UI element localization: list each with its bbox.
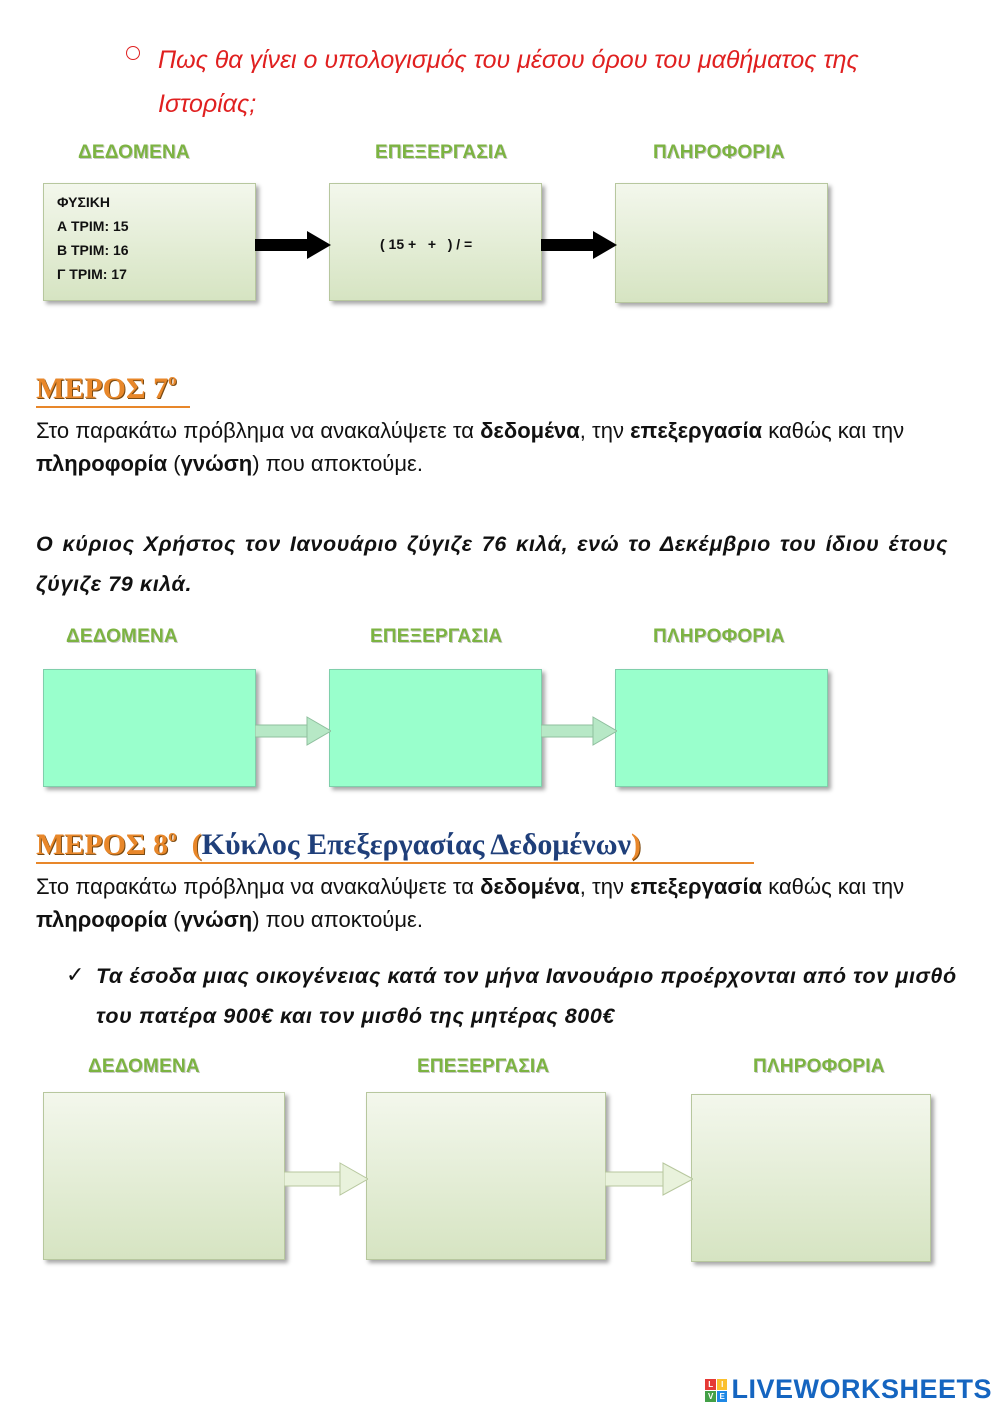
logo-mark-icon: L I V E <box>705 1379 727 1401</box>
part8-heading: ΜΕΡΟΣ $8^o$ (Κύκλος Επεξεργασίας Δεδομένων) <box>36 826 641 861</box>
header-data-1: ΔΕΔΟΜΕΝΑ <box>78 142 190 163</box>
part7-problem: Ο κύριος Χρήστος τον Ιανουάριο ζύγιζε 76 κιλά, ενώ το Δεκέμβριο του ίδιου έτους ζύγιζε 79 κιλά. <box>36 532 948 596</box>
part8-problem: Τα έσοδα μιας οικογένειας κατά τον μήνα Ιανουάριο προέρχονται από τον μισθό του πατέρα 900€ και τον μισθό της μητέρας 800€ <box>96 964 957 1028</box>
arrow-right-icon <box>255 230 331 260</box>
data-box-2[interactable] <box>43 669 256 787</box>
liveworksheets-logo <box>705 1374 992 1405</box>
circle-bullet-icon <box>126 46 140 60</box>
data-line-term-b: Β ΤΡΙΜ: 16 <box>57 242 129 258</box>
processing-box-3[interactable] <box>366 1092 606 1260</box>
part8-subtitle: Κύκλος Επεξεργασίας Δεδομένων <box>201 828 631 861</box>
information-box-3[interactable] <box>691 1094 931 1262</box>
arrow-right-icon <box>541 230 617 260</box>
logo-text: LIVEWORKSHEETS <box>731 1374 992 1404</box>
question-history-average: Πως θα γίνει ο υπολογισμός του μέσου όρου του μαθήματος της Ιστορίας; <box>158 46 859 118</box>
heading-underline <box>36 406 190 408</box>
processing-formula: ( 15 + + ) / = <box>380 236 473 252</box>
header-data-3: ΔΕΔΟΜΕΝΑ <box>88 1056 200 1077</box>
header-processing-3: ΕΠΕΞΕΡΓΑΣΙΑ <box>417 1056 550 1077</box>
part7-heading: ΜΕΡΟΣ $7^o$ <box>36 370 177 405</box>
arrow-right-icon <box>541 716 617 746</box>
data-box-1 <box>43 183 256 301</box>
header-information-1: ΠΛΗΡΟΦΟΡΙΑ <box>653 142 785 163</box>
data-line-term-a: Α ΤΡΙΜ: 15 <box>57 218 129 234</box>
arrow-right-icon <box>284 1162 368 1196</box>
processing-box-2[interactable] <box>329 669 542 787</box>
arrow-right-icon <box>605 1162 693 1196</box>
header-data-2: ΔΕΔΟΜΕΝΑ <box>66 626 178 647</box>
information-box-2[interactable] <box>615 669 828 787</box>
part7-instructions: Στο παρακάτω πρόβλημα να ανακαλύψετε τα δεδομένα, την επεξεργασία καθώς και την πληροφορία (γνώση) που αποκτούμε. <box>36 418 905 476</box>
check-mark-icon: ✓ <box>66 962 85 987</box>
heading-underline <box>36 862 754 864</box>
header-processing-1: ΕΠΕΞΕΡΓΑΣΙΑ <box>375 142 508 163</box>
processing-box-1[interactable] <box>329 183 542 301</box>
arrow-right-icon <box>255 716 331 746</box>
header-processing-2: ΕΠΕΞΕΡΓΑΣΙΑ <box>370 626 503 647</box>
header-information-3: ΠΛΗΡΟΦΟΡΙΑ <box>753 1056 885 1077</box>
data-box-3[interactable] <box>43 1092 285 1260</box>
header-information-2: ΠΛΗΡΟΦΟΡΙΑ <box>653 626 785 647</box>
information-box-1[interactable] <box>615 183 828 303</box>
part8-instructions: Στο παρακάτω πρόβλημα να ανακαλύψετε τα δεδομένα, την επεξεργασία καθώς και την πληροφορία (γνώση) που αποκτούμε. <box>36 874 905 932</box>
data-line-subject: ΦΥΣΙΚΗ <box>57 194 110 210</box>
data-line-term-c: Γ ΤΡΙΜ: 17 <box>57 266 127 282</box>
